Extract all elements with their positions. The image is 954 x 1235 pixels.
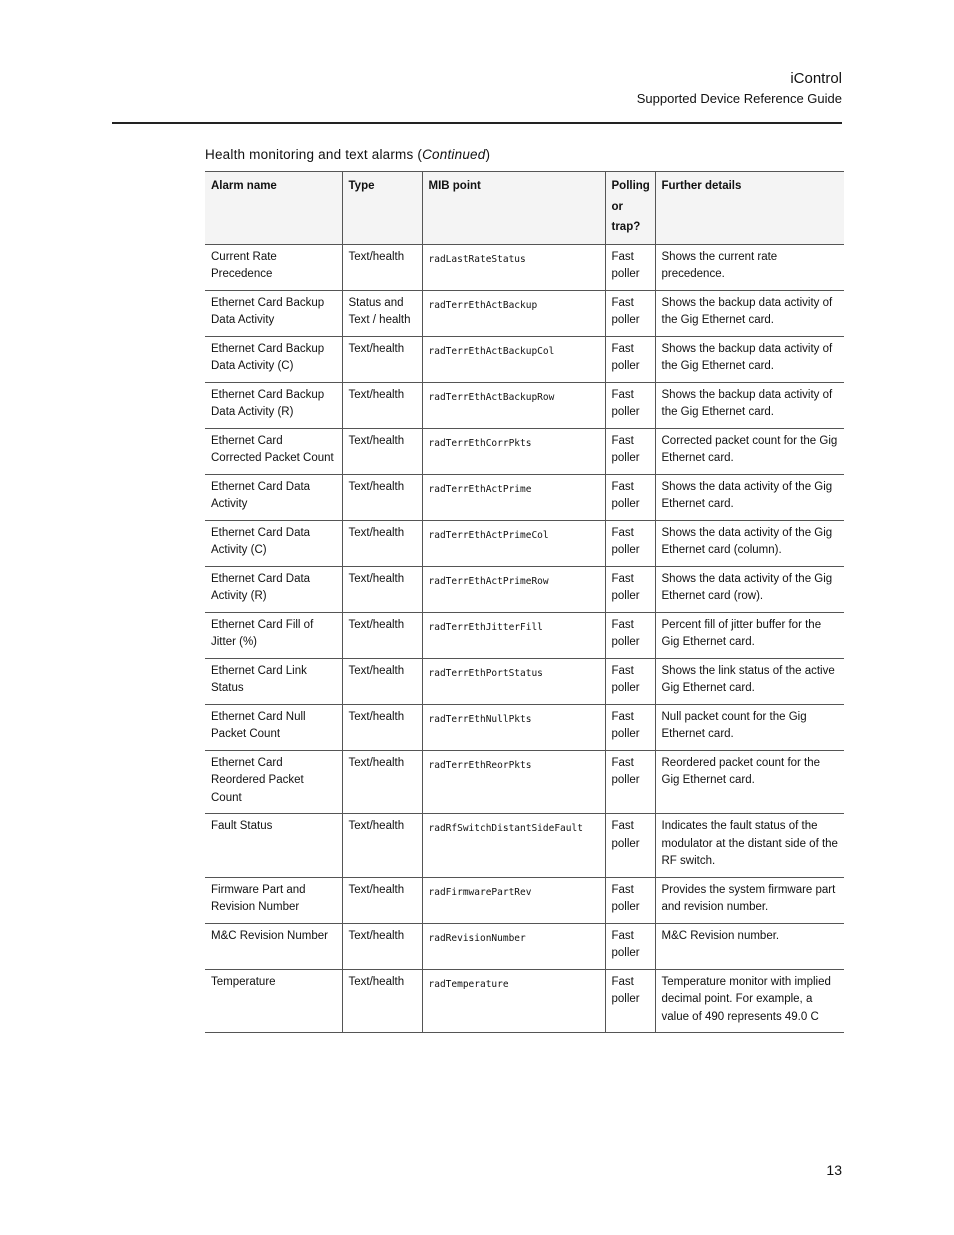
cell-type: Text/health (342, 428, 422, 474)
cell-type: Text/health (342, 382, 422, 428)
col-header-mib-point: MIB point (422, 172, 605, 245)
table-row (205, 566, 844, 612)
cell-type: Text/health (342, 520, 422, 566)
cell-alarm-name: Ethernet Card Null Packet Count (205, 704, 342, 750)
col-header-alarm-name: Alarm name (205, 172, 342, 245)
table-row (205, 428, 844, 474)
cell-details: M&C Revision number. (655, 923, 844, 969)
table-row (205, 290, 844, 336)
cell-mib-point: radTerrEthActBackupCol (422, 336, 605, 382)
cell-details: Shows the data activity of the Gig Ethernet card. (655, 474, 844, 520)
table-row (205, 658, 844, 704)
header-title: iControl (790, 70, 842, 87)
cell-type: Text/health (342, 923, 422, 969)
cell-alarm-name: Ethernet Card Backup Data Activity (C) (205, 336, 342, 382)
cell-alarm-name: Ethernet Card Backup Data Activity (205, 290, 342, 336)
cell-polling: Fast poller (605, 923, 655, 969)
cell-mib-point: radTemperature (422, 969, 605, 1033)
table-row (205, 877, 844, 923)
cell-mib-point: radLastRateStatus (422, 244, 605, 290)
table-row (205, 520, 844, 566)
caption-text: Health monitoring and text alarms ( (205, 147, 423, 162)
cell-details: Shows the backup data activity of the Gig Ethernet card. (655, 290, 844, 336)
cell-alarm-name: Ethernet Card Data Activity (R) (205, 566, 342, 612)
cell-polling: Fast poller (605, 969, 655, 1033)
caption-continued: Continued (422, 147, 486, 162)
cell-details: Indicates the fault status of the modulator at the distant side of the RF switch. (655, 814, 844, 878)
cell-polling: Fast poller (605, 474, 655, 520)
caption-close: ) (485, 147, 491, 162)
cell-alarm-name: Temperature (205, 969, 342, 1033)
cell-mib-point: radRfSwitchDistantSideFault (422, 814, 605, 878)
header-rule (112, 122, 842, 124)
cell-type: Text/health (342, 612, 422, 658)
cell-mib-point: radTerrEthNullPkts (422, 704, 605, 750)
cell-details: Shows the data activity of the Gig Ethernet card (row). (655, 566, 844, 612)
cell-alarm-name: Ethernet Card Data Activity (C) (205, 520, 342, 566)
cell-details: Shows the link status of the active Gig Ethernet card. (655, 658, 844, 704)
cell-mib-point: radTerrEthPortStatus (422, 658, 605, 704)
cell-alarm-name: Current Rate Precedence (205, 244, 342, 290)
cell-polling: Fast poller (605, 428, 655, 474)
cell-type: Text/health (342, 474, 422, 520)
cell-polling: Fast poller (605, 520, 655, 566)
page-number: 13 (826, 1162, 842, 1178)
cell-polling: Fast poller (605, 814, 655, 878)
cell-details: Percent fill of jitter buffer for the Gig Ethernet card. (655, 612, 844, 658)
cell-polling: Fast poller (605, 877, 655, 923)
cell-details: Provides the system firmware part and revision number. (655, 877, 844, 923)
cell-mib-point: radFirmwarePartRev (422, 877, 605, 923)
cell-alarm-name: Firmware Part and Revision Number (205, 877, 342, 923)
cell-type: Text/health (342, 969, 422, 1033)
alarms-table (205, 171, 844, 1033)
cell-details: Shows the data activity of the Gig Ethernet card (column). (655, 520, 844, 566)
table-row (205, 382, 844, 428)
cell-type: Text/health (342, 814, 422, 878)
cell-type: Text/health (342, 704, 422, 750)
header-subtitle: Supported Device Reference Guide (636, 91, 842, 106)
cell-alarm-name: Fault Status (205, 814, 342, 878)
cell-alarm-name: Ethernet Card Data Activity (205, 474, 342, 520)
cell-mib-point: radTerrEthReorPkts (422, 750, 605, 814)
table-row (205, 474, 844, 520)
cell-type: Text/health (342, 658, 422, 704)
cell-details: Shows the current rate precedence. (655, 244, 844, 290)
cell-mib-point: radRevisionNumber (422, 923, 605, 969)
cell-polling: Fast poller (605, 290, 655, 336)
table-row (205, 969, 844, 1033)
cell-alarm-name: M&C Revision Number (205, 923, 342, 969)
cell-details: Temperature monitor with implied decimal point. For example, a value of 490 represents 49.0 C (655, 969, 844, 1033)
cell-alarm-name: Ethernet Card Reordered Packet Count (205, 750, 342, 814)
table-row (205, 244, 844, 290)
cell-alarm-name: Ethernet Card Link Status (205, 658, 342, 704)
cell-details: Reordered packet count for the Gig Ethernet card. (655, 750, 844, 814)
col-header-polling: Polling or trap? (605, 172, 655, 245)
cell-details: Shows the backup data activity of the Gig Ethernet card. (655, 336, 844, 382)
cell-type: Text/health (342, 244, 422, 290)
table-row (205, 336, 844, 382)
cell-polling: Fast poller (605, 704, 655, 750)
cell-mib-point: radTerrEthCorrPkts (422, 428, 605, 474)
table-row (205, 923, 844, 969)
col-header-further-details: Further details (655, 172, 844, 245)
table-row (205, 704, 844, 750)
cell-mib-point: radTerrEthActBackupRow (422, 382, 605, 428)
cell-alarm-name: Ethernet Card Backup Data Activity (R) (205, 382, 342, 428)
cell-type: Text/health (342, 750, 422, 814)
cell-polling: Fast poller (605, 336, 655, 382)
cell-polling: Fast poller (605, 612, 655, 658)
cell-mib-point: radTerrEthActPrimeCol (422, 520, 605, 566)
cell-polling: Fast poller (605, 750, 655, 814)
cell-polling: Fast poller (605, 382, 655, 428)
cell-mib-point: radTerrEthActBackup (422, 290, 605, 336)
cell-details: Corrected packet count for the Gig Ethernet card. (655, 428, 844, 474)
cell-type: Text/health (342, 336, 422, 382)
cell-details: Shows the backup data activity of the Gig Ethernet card. (655, 382, 844, 428)
table-caption (205, 147, 490, 162)
cell-alarm-name: Ethernet Card Fill of Jitter (%) (205, 612, 342, 658)
cell-mib-point: radTerrEthActPrime (422, 474, 605, 520)
table-row (205, 612, 844, 658)
cell-details: Null packet count for the Gig Ethernet card. (655, 704, 844, 750)
table-row (205, 814, 844, 878)
table-header-row (205, 172, 844, 245)
cell-polling: Fast poller (605, 244, 655, 290)
cell-type: Status and Text / health (342, 290, 422, 336)
cell-mib-point: radTerrEthJitterFill (422, 612, 605, 658)
cell-polling: Fast poller (605, 658, 655, 704)
cell-type: Text/health (342, 566, 422, 612)
col-header-type: Type (342, 172, 422, 245)
cell-polling: Fast poller (605, 566, 655, 612)
cell-type: Text/health (342, 877, 422, 923)
table-row (205, 750, 844, 814)
cell-alarm-name: Ethernet Card Corrected Packet Count (205, 428, 342, 474)
cell-mib-point: radTerrEthActPrimeRow (422, 566, 605, 612)
